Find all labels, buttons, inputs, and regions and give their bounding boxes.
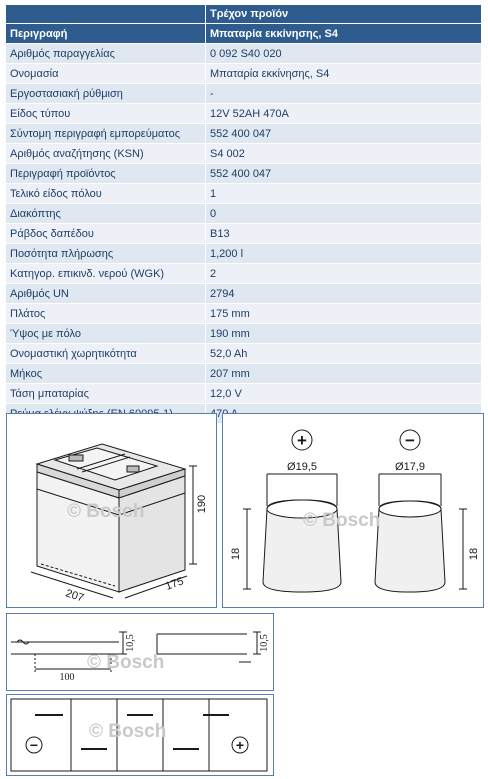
header-label-column: Περιγραφή: [6, 24, 206, 44]
hold-down-height-left: 10,5: [125, 634, 136, 652]
hold-down-height-right: 10,5: [259, 634, 270, 652]
positive-diameter-label: Ø19,5: [287, 461, 317, 473]
row-label: Κατηγορ. επικινδ. νερού (WGK): [6, 264, 206, 284]
watermark: © Bosch: [87, 652, 165, 673]
table-row: [6, 164, 482, 184]
row-label: Περιγραφή προϊόντος: [6, 164, 206, 184]
table-row: [6, 364, 482, 384]
table-row: [6, 284, 482, 304]
watermark: © Bosch: [303, 510, 381, 531]
header-current-line1: Τρέχον προϊόν: [206, 5, 482, 24]
row-label: Ονομαστική χωρητικότητα: [6, 344, 206, 364]
terminal-dimension-drawing: [222, 413, 484, 608]
layout-negative-symbol: −: [29, 737, 39, 753]
row-label: Ύψος με πόλο: [6, 324, 206, 344]
table-row: [6, 304, 482, 324]
row-value: 0: [206, 204, 482, 224]
header-current-line2: Μπαταρία εκκίνησης, S4: [206, 24, 482, 44]
row-label: Μήκος: [6, 364, 206, 384]
row-label: Αριθμός αναζήτησης (KSN): [6, 144, 206, 164]
battery-length-label: 207: [64, 587, 86, 605]
row-label: Είδος τύπου: [6, 104, 206, 124]
row-value: 2: [206, 264, 482, 284]
watermark: © Bosch: [89, 721, 167, 742]
hold-down-drawing: [6, 613, 274, 691]
negative-symbol: −: [405, 431, 415, 450]
row-value: 12,0 V: [206, 384, 482, 404]
header-empty-cell: [6, 5, 206, 24]
row-label: Αριθμός παραγγελίας: [6, 44, 206, 64]
negative-height-label: 18: [468, 547, 480, 561]
spec-table: [5, 4, 482, 424]
row-value: 1: [206, 184, 482, 204]
row-label: Ονομασία: [6, 64, 206, 84]
table-row: [6, 344, 482, 364]
row-value: S4 002: [206, 144, 482, 164]
row-label: Αριθμός UN: [6, 284, 206, 304]
row-label: Σύντομη περιγραφή εμπορεύματος: [6, 124, 206, 144]
row-value: Μπαταρία εκκίνησης, S4: [206, 64, 482, 84]
row-value: 2794: [206, 284, 482, 304]
layout-positive-symbol: +: [235, 737, 245, 753]
row-value: 12V 52AH 470A: [206, 104, 482, 124]
row-value: B13: [206, 224, 482, 244]
table-row: [6, 324, 482, 344]
row-value: 0 092 S40 020: [206, 44, 482, 64]
hold-down-width-label: 100: [59, 672, 75, 683]
row-value: 52,0 Ah: [206, 344, 482, 364]
table-row: [6, 244, 482, 264]
row-value: 552 400 047: [206, 124, 482, 144]
row-value: 1,200 l: [206, 244, 482, 264]
table-header-row-1: [6, 5, 482, 24]
table-header-row-2: [6, 24, 482, 44]
table-row: [6, 384, 482, 404]
row-value: -: [206, 84, 482, 104]
battery-dimension-drawing: [6, 413, 217, 608]
positive-height-label: 18: [230, 547, 242, 561]
row-value: 470: [206, 404, 482, 424]
row-label: Ράβδος δαπέδου: [6, 224, 206, 244]
positive-symbol: +: [297, 431, 307, 450]
row-label: Διακόπτης: [6, 204, 206, 224]
row-label: Τάση μπαταρίας: [6, 384, 206, 404]
row-label: Πλάτος: [6, 304, 206, 324]
table-row: [6, 144, 482, 164]
battery-height-label: 190: [196, 494, 208, 514]
row-label: Ποσότητα πλήρωσης: [6, 244, 206, 264]
row-value: 175 mm: [206, 304, 482, 324]
table-row: [6, 64, 482, 84]
table-row: [6, 264, 482, 284]
negative-diameter-label: Ø17,9: [395, 461, 425, 473]
watermark: © Bosch: [67, 501, 145, 522]
terminal-layout-drawing: [6, 694, 274, 776]
table-row: [6, 124, 482, 144]
row-value: 552 400 047: [206, 164, 482, 184]
row-label: Εργοστασιακή ρύθμιση: [6, 84, 206, 104]
table-row: [6, 104, 482, 124]
table-row: [6, 84, 482, 104]
row-label: Τελικό είδος πόλου: [6, 184, 206, 204]
row-value: 190 mm: [206, 324, 482, 344]
row-value: 207 mm: [206, 364, 482, 384]
table-row: [6, 44, 482, 64]
table-row: [6, 204, 482, 224]
table-row: [6, 224, 482, 244]
table-row: [6, 184, 482, 204]
battery-width-label: 175: [163, 575, 186, 593]
